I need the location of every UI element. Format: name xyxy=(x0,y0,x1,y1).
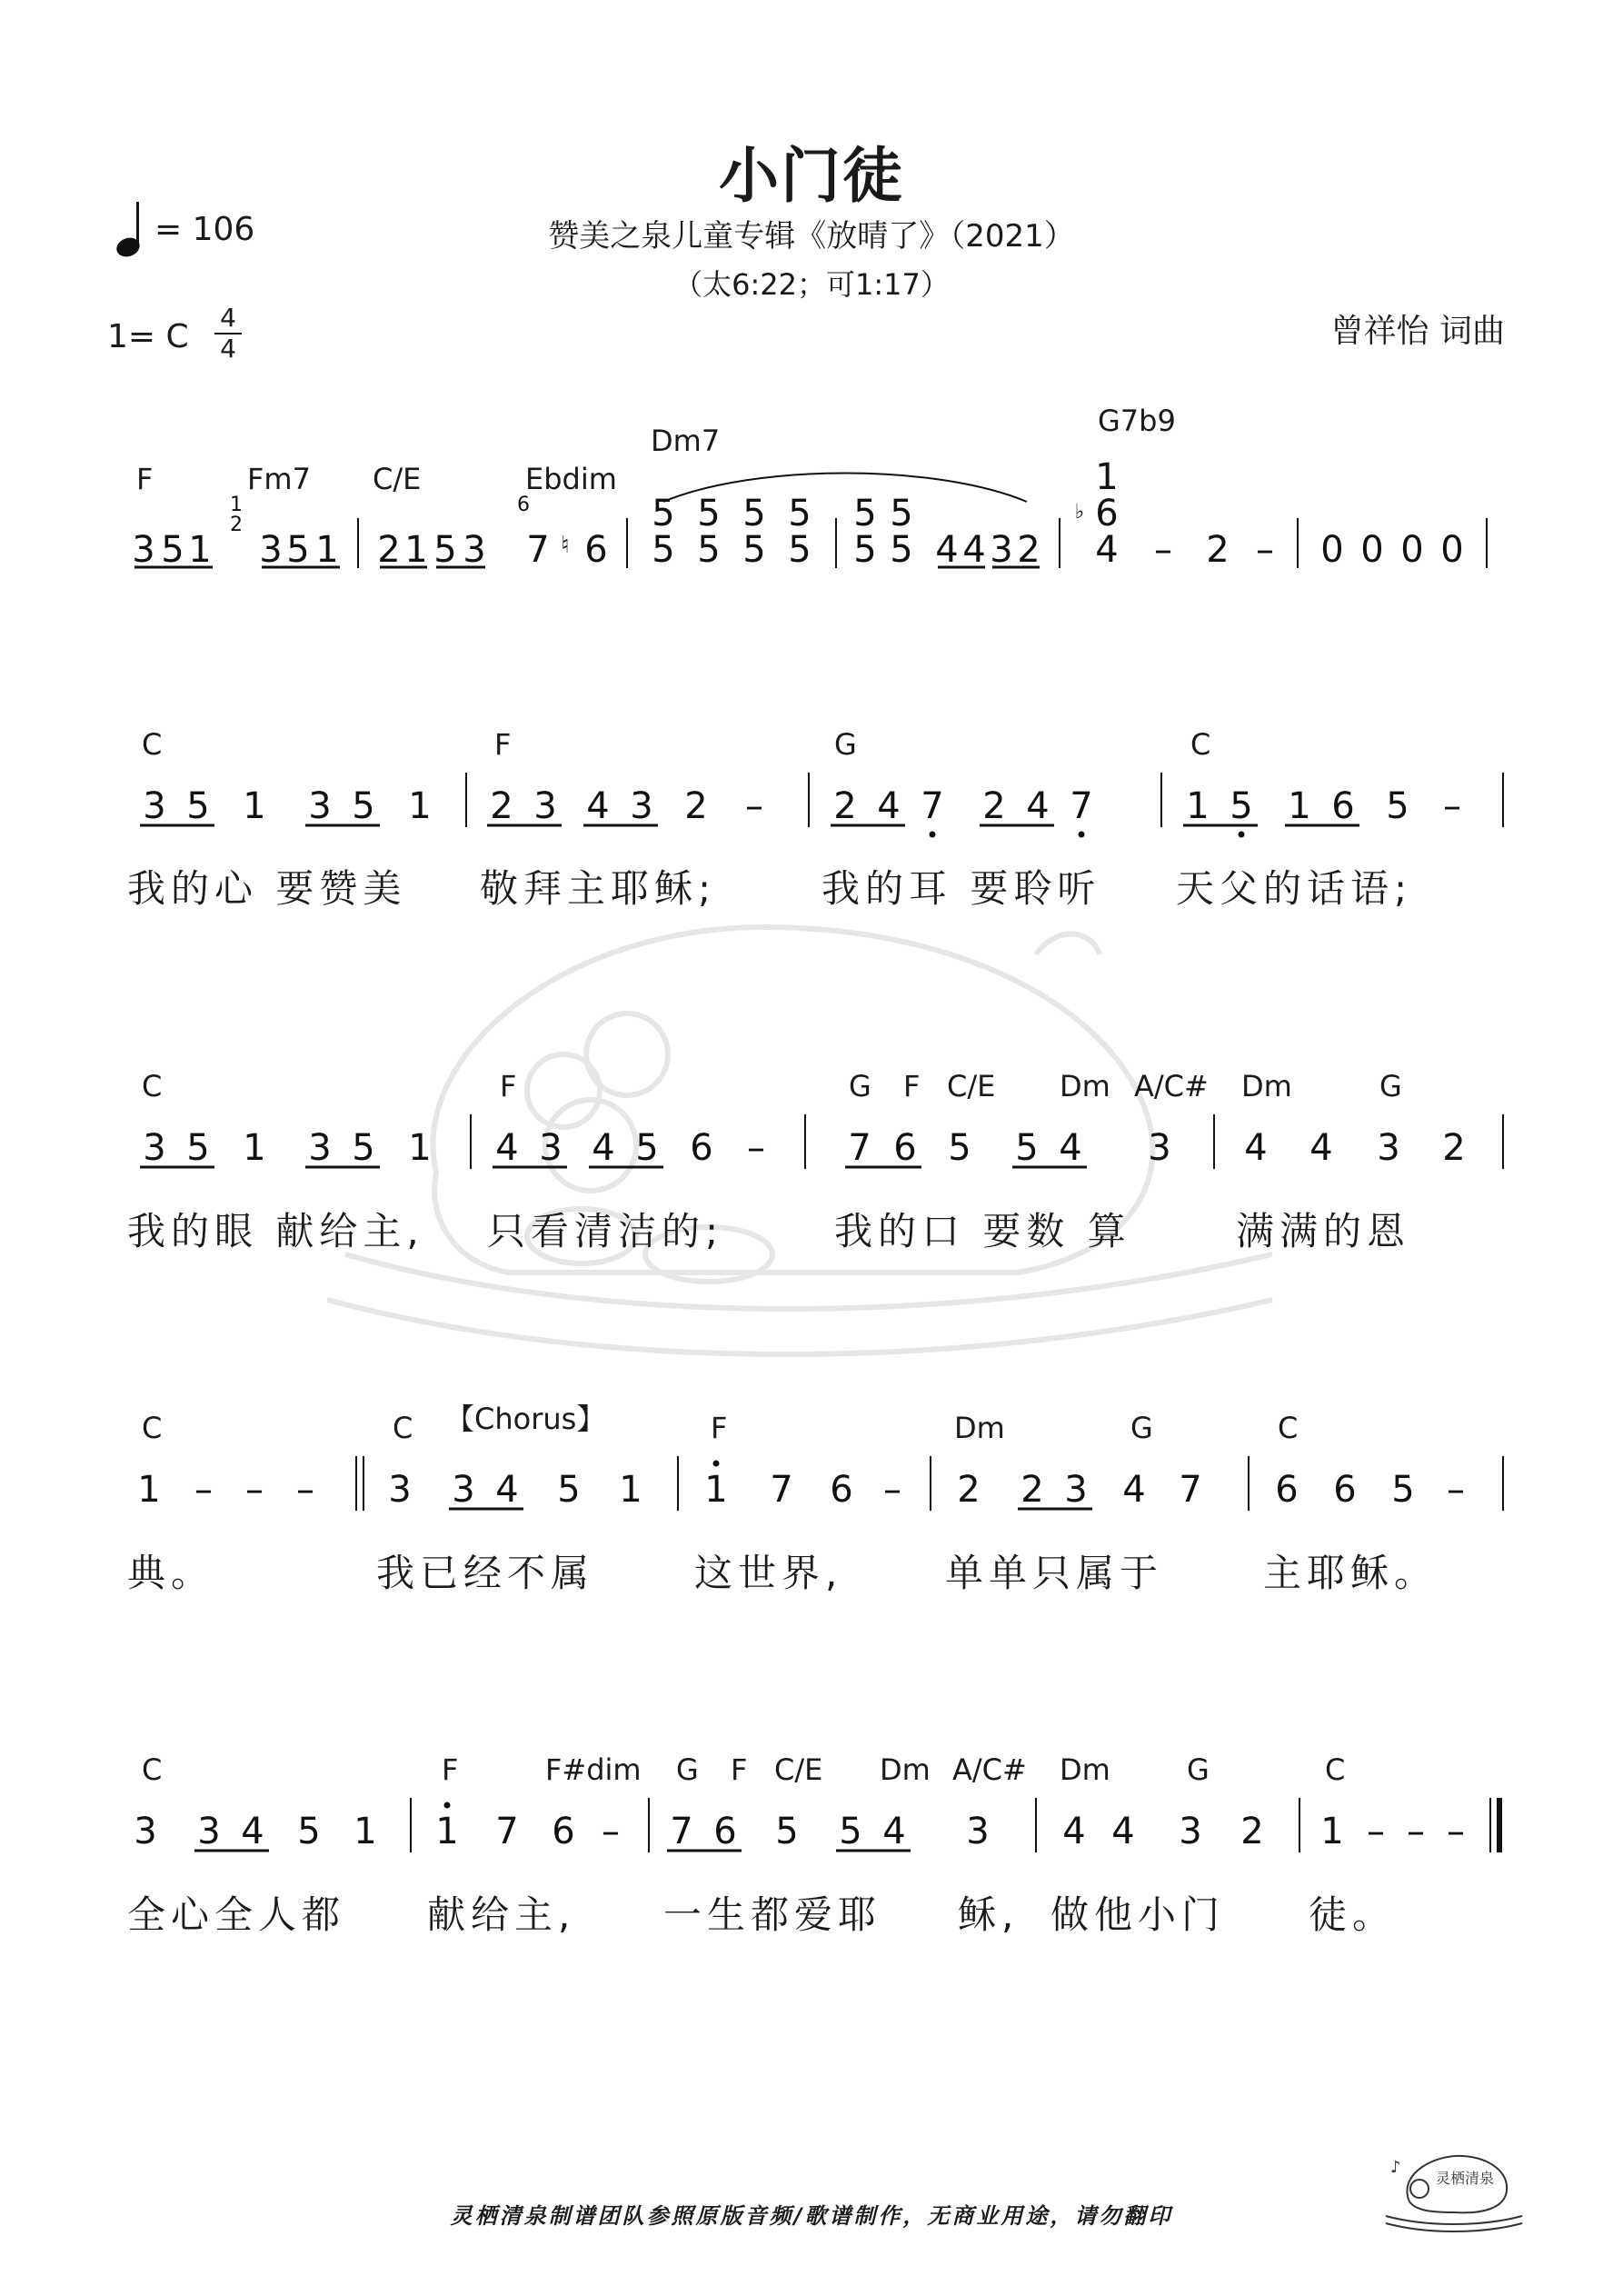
svg-text:2: 2 xyxy=(1206,529,1230,571)
svg-text:4: 4 xyxy=(935,529,959,571)
svg-text:4: 4 xyxy=(1309,1127,1333,1169)
chord: F xyxy=(442,1752,459,1787)
chord: C/E xyxy=(774,1752,823,1787)
svg-text:5: 5 xyxy=(352,1127,375,1169)
svg-text:5: 5 xyxy=(652,493,675,534)
svg-text:5: 5 xyxy=(1391,1469,1415,1511)
lyric: 敬拜主耶稣; xyxy=(480,866,717,911)
svg-text:0: 0 xyxy=(1440,529,1464,571)
svg-text:1: 1 xyxy=(704,1469,728,1511)
svg-text:2: 2 xyxy=(833,785,857,827)
svg-text:0: 0 xyxy=(1360,529,1384,571)
svg-text:♮: ♮ xyxy=(561,532,570,559)
chord: Dm7 xyxy=(651,424,721,458)
svg-text:5: 5 xyxy=(652,529,675,571)
svg-text:5: 5 xyxy=(161,529,184,571)
svg-text:5: 5 xyxy=(742,493,766,534)
svg-text:–: – xyxy=(745,785,763,827)
chord: A/C# xyxy=(1134,1069,1209,1103)
chord: Dm xyxy=(880,1752,931,1787)
svg-text:2: 2 xyxy=(684,785,708,827)
chord: F xyxy=(711,1411,728,1445)
svg-text:4: 4 xyxy=(1122,1469,1146,1511)
lyric: 献给主, xyxy=(427,1892,576,1937)
svg-text:4: 4 xyxy=(495,1127,519,1169)
svg-text:5: 5 xyxy=(433,529,457,571)
chord: C/E xyxy=(373,462,422,496)
lyric: 典。 xyxy=(127,1551,215,1595)
svg-text:3: 3 xyxy=(966,1811,990,1852)
svg-text:2: 2 xyxy=(230,514,243,536)
svg-text:7: 7 xyxy=(848,1127,871,1169)
svg-text:3: 3 xyxy=(197,1811,221,1852)
svg-text:5: 5 xyxy=(186,785,210,827)
svg-text:5: 5 xyxy=(297,1811,321,1852)
svg-text:4: 4 xyxy=(962,529,986,571)
lyric: 天父的话语; xyxy=(1176,866,1413,911)
svg-text:3: 3 xyxy=(452,1469,475,1511)
svg-text:5: 5 xyxy=(697,529,721,571)
chorus-line-2-notes xyxy=(118,1798,1536,1880)
svg-text:4: 4 xyxy=(1059,1127,1082,1169)
svg-text:2: 2 xyxy=(1442,1127,1466,1169)
svg-text:1: 1 xyxy=(1095,456,1119,498)
svg-text:1: 1 xyxy=(404,529,428,571)
svg-text:1: 1 xyxy=(435,1811,459,1852)
svg-text:6: 6 xyxy=(1331,785,1355,827)
svg-text:3: 3 xyxy=(630,785,653,827)
lyric: 稣, xyxy=(958,1892,1020,1937)
svg-text:6: 6 xyxy=(517,494,530,516)
lyric: 单单只属于 xyxy=(945,1551,1164,1595)
svg-text:2: 2 xyxy=(1240,1811,1264,1852)
lyric: 全心全人都 xyxy=(127,1892,346,1937)
svg-text:–: – xyxy=(1154,529,1172,571)
lyric: 做他小门 xyxy=(1050,1892,1226,1937)
svg-text:5: 5 xyxy=(742,529,766,571)
chord: F xyxy=(136,462,154,496)
svg-text:0: 0 xyxy=(1400,529,1424,571)
lyric: 我的眼 献给主, xyxy=(127,1209,424,1253)
svg-text:4: 4 xyxy=(1062,1811,1086,1852)
chord: G xyxy=(676,1752,699,1787)
verse-line-1-notes xyxy=(118,773,1536,854)
svg-text:5: 5 xyxy=(286,529,310,571)
svg-text:3: 3 xyxy=(308,1127,332,1169)
svg-text:3: 3 xyxy=(533,785,557,827)
svg-text:7: 7 xyxy=(770,1469,793,1511)
svg-text:–: – xyxy=(296,1469,314,1511)
lyric: 我的口 要数 算 xyxy=(834,1209,1131,1253)
svg-text:5: 5 xyxy=(352,785,375,827)
time-signature xyxy=(214,305,242,362)
svg-text:–: – xyxy=(747,1127,765,1169)
svg-text:1: 1 xyxy=(315,529,339,571)
svg-text:6: 6 xyxy=(713,1811,737,1852)
chord: G xyxy=(1130,1411,1153,1445)
svg-text:2: 2 xyxy=(1021,1469,1044,1511)
svg-text:–: – xyxy=(1256,529,1274,571)
chord: Dm xyxy=(1241,1069,1292,1103)
svg-text:3: 3 xyxy=(539,1127,563,1169)
svg-text:3: 3 xyxy=(1064,1469,1088,1511)
chord: G xyxy=(834,727,857,762)
chord: Dm xyxy=(954,1411,1005,1445)
chord: G xyxy=(849,1069,871,1103)
svg-text:3: 3 xyxy=(134,1811,157,1852)
svg-text:4: 4 xyxy=(1244,1127,1268,1169)
svg-text:6: 6 xyxy=(1095,493,1119,534)
chord: C xyxy=(142,1752,163,1787)
svg-text:6: 6 xyxy=(690,1127,713,1169)
quarter-note-icon xyxy=(116,202,144,256)
svg-text:1: 1 xyxy=(1320,1811,1344,1852)
svg-text:3: 3 xyxy=(990,529,1013,571)
svg-text:7: 7 xyxy=(921,785,944,827)
svg-text:5: 5 xyxy=(635,1127,659,1169)
chorus-line-1-notes xyxy=(118,1456,1536,1538)
svg-text:7: 7 xyxy=(1070,785,1093,827)
lyric: 主耶稣。 xyxy=(1263,1551,1439,1595)
svg-text:5: 5 xyxy=(890,493,913,534)
svg-text:4: 4 xyxy=(495,1469,519,1511)
svg-text:3: 3 xyxy=(463,529,486,571)
svg-text:1: 1 xyxy=(619,1469,642,1511)
chord: C xyxy=(1325,1752,1346,1787)
svg-text:3: 3 xyxy=(1179,1811,1202,1852)
time-bottom: 4 xyxy=(220,334,236,364)
svg-text:5: 5 xyxy=(853,529,877,571)
svg-text:5: 5 xyxy=(1230,785,1253,827)
svg-text:5: 5 xyxy=(1386,785,1409,827)
chord: A/C# xyxy=(952,1752,1027,1787)
sheep-logo-icon xyxy=(1381,2136,1527,2236)
lyric: 满满的恩 xyxy=(1236,1209,1411,1253)
lyric: 我的心 要赞美 xyxy=(127,866,407,911)
svg-text:1: 1 xyxy=(137,1469,161,1511)
svg-text:2: 2 xyxy=(377,529,401,571)
tempo-marking xyxy=(116,202,254,256)
svg-text:6: 6 xyxy=(1333,1469,1357,1511)
svg-text:4: 4 xyxy=(592,1127,615,1169)
svg-text:4: 4 xyxy=(586,785,610,827)
lyric: 一生都爱耶 xyxy=(663,1892,882,1937)
album-subtitle: 赞美之泉儿童专辑《放晴了》（2021） xyxy=(548,218,1075,255)
chord: F#dim xyxy=(545,1752,642,1787)
footer-note: 灵栖清泉制谱团队参照原版音频/歌谱制作，无商业用途，请勿翻印 xyxy=(450,2203,1173,2229)
chord: Fm7 xyxy=(247,462,311,496)
svg-text:7: 7 xyxy=(495,1811,519,1852)
svg-text:2: 2 xyxy=(957,1469,981,1511)
svg-text:3: 3 xyxy=(308,785,332,827)
lyric: 徒。 xyxy=(1309,1892,1397,1937)
svg-text:2: 2 xyxy=(490,785,513,827)
logo-text: 灵栖清泉 xyxy=(1435,2170,1495,2187)
svg-text:1: 1 xyxy=(1288,785,1311,827)
svg-text:4: 4 xyxy=(882,1811,906,1852)
svg-text:5: 5 xyxy=(788,493,812,534)
chord: F xyxy=(500,1069,517,1103)
song-title: 小门徒 xyxy=(719,141,904,211)
svg-text:5: 5 xyxy=(948,1127,971,1169)
svg-text:4: 4 xyxy=(1026,785,1050,827)
svg-text:5: 5 xyxy=(839,1811,862,1852)
chord: G xyxy=(1379,1069,1402,1103)
svg-text:–: – xyxy=(883,1469,901,1511)
chord: Ebdim xyxy=(525,462,617,496)
svg-text:–: – xyxy=(1447,1811,1465,1852)
svg-text:5: 5 xyxy=(557,1469,581,1511)
lyric: 我的耳 要聆听 xyxy=(821,866,1101,911)
chord: G xyxy=(1187,1752,1210,1787)
svg-text:2: 2 xyxy=(982,785,1006,827)
chord: F xyxy=(494,727,512,762)
svg-text:–: – xyxy=(194,1469,213,1511)
intro-measures xyxy=(118,454,1536,600)
svg-text:1: 1 xyxy=(188,529,212,571)
svg-text:1: 1 xyxy=(1186,785,1210,827)
svg-text:–: – xyxy=(1443,785,1461,827)
svg-text:4: 4 xyxy=(1111,1811,1135,1852)
svg-text:3: 3 xyxy=(259,529,283,571)
svg-text:2: 2 xyxy=(1017,529,1041,571)
svg-text:1: 1 xyxy=(353,1811,377,1852)
svg-text:1: 1 xyxy=(408,1127,432,1169)
svg-text:3: 3 xyxy=(143,785,166,827)
svg-text:6: 6 xyxy=(830,1469,853,1511)
svg-text:5: 5 xyxy=(186,1127,210,1169)
svg-text:6: 6 xyxy=(1275,1469,1299,1511)
svg-text:4: 4 xyxy=(241,1811,264,1852)
svg-text:–: – xyxy=(1407,1811,1425,1852)
svg-text:–: – xyxy=(602,1811,620,1852)
chord: F xyxy=(903,1069,921,1103)
lyric: 只看清洁的; xyxy=(487,1209,724,1253)
svg-text:5: 5 xyxy=(788,529,812,571)
svg-text:1: 1 xyxy=(408,785,432,827)
svg-text:1: 1 xyxy=(243,1127,266,1169)
svg-text:7: 7 xyxy=(670,1811,693,1852)
svg-text:3: 3 xyxy=(388,1469,412,1511)
svg-text:5: 5 xyxy=(775,1811,799,1852)
tempo-value: = 106 xyxy=(154,210,255,248)
svg-text:5: 5 xyxy=(853,493,877,534)
svg-text:5: 5 xyxy=(697,493,721,534)
scripture-reference: （太6:22；可1:17） xyxy=(673,267,950,302)
chord: C xyxy=(393,1411,413,1445)
chord: C xyxy=(142,1411,163,1445)
svg-text:5: 5 xyxy=(890,529,913,571)
chord: C xyxy=(1278,1411,1299,1445)
chord: C xyxy=(142,727,163,762)
svg-text:1: 1 xyxy=(230,494,243,516)
svg-text:3: 3 xyxy=(1377,1127,1400,1169)
chord: C xyxy=(142,1069,163,1103)
svg-text:7: 7 xyxy=(526,529,550,571)
lyric: 我已经不属 xyxy=(376,1551,595,1595)
svg-text:3: 3 xyxy=(132,529,155,571)
svg-text:5: 5 xyxy=(1015,1127,1039,1169)
chord: Dm xyxy=(1060,1069,1110,1103)
composer-credit: 曾祥怡 词曲 xyxy=(1330,313,1505,350)
svg-text:3: 3 xyxy=(143,1127,166,1169)
verse-line-2-notes xyxy=(118,1114,1536,1196)
svg-text:4: 4 xyxy=(877,785,901,827)
svg-text:4: 4 xyxy=(1095,529,1119,571)
key-signature: 1= C xyxy=(107,318,189,355)
chord: G7b9 xyxy=(1098,404,1176,438)
svg-text:3: 3 xyxy=(1148,1127,1171,1169)
chord: Dm xyxy=(1060,1752,1110,1787)
svg-text:♪: ♪ xyxy=(1390,2158,1401,2177)
svg-text:–: – xyxy=(1367,1811,1385,1852)
svg-text:7: 7 xyxy=(1179,1469,1202,1511)
svg-text:–: – xyxy=(245,1469,264,1511)
svg-text:0: 0 xyxy=(1320,529,1344,571)
svg-text:1: 1 xyxy=(243,785,266,827)
chord: C/E xyxy=(947,1069,996,1103)
svg-text:6: 6 xyxy=(584,529,608,571)
section-label-chorus: 【Chorus】 xyxy=(445,1402,606,1436)
lyric: 这世界, xyxy=(694,1551,843,1595)
svg-text:–: – xyxy=(1447,1469,1465,1511)
svg-text:♭: ♭ xyxy=(1074,501,1085,524)
svg-text:6: 6 xyxy=(893,1127,917,1169)
chord: C xyxy=(1190,727,1211,762)
chord: F xyxy=(731,1752,748,1787)
svg-text:6: 6 xyxy=(552,1811,575,1852)
time-top: 4 xyxy=(220,303,236,333)
